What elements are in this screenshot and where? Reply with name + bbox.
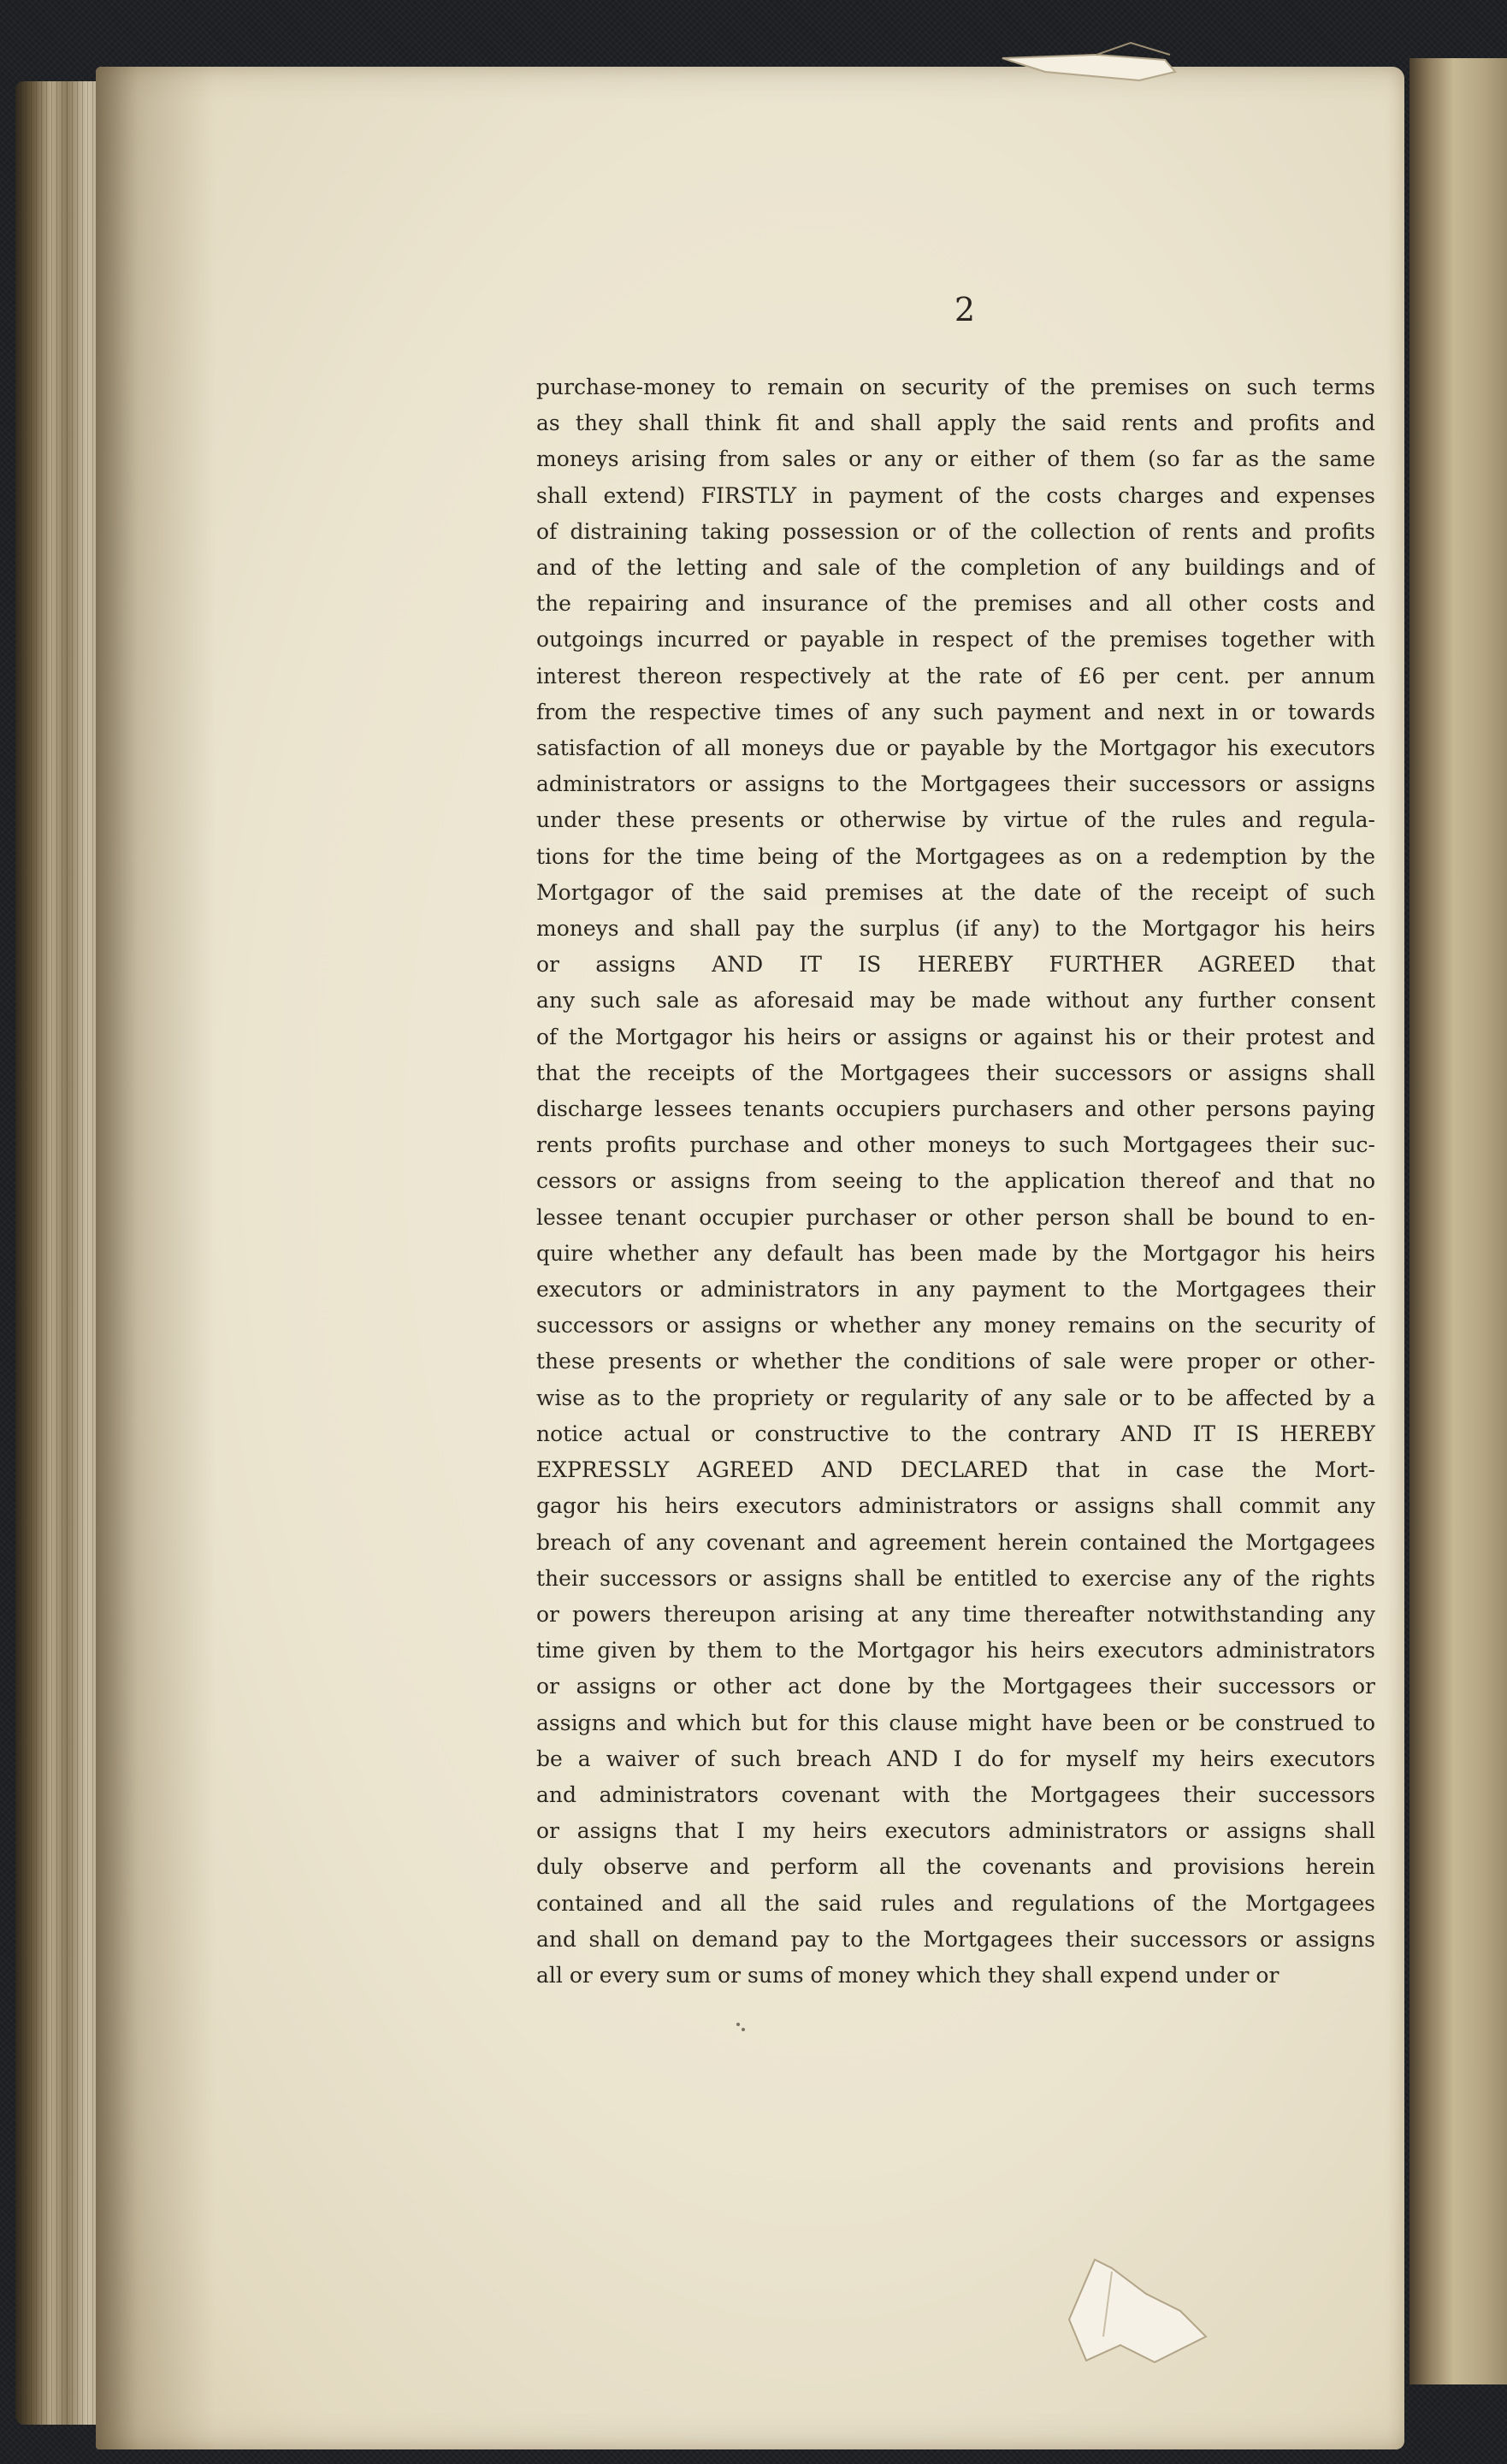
text-line: and of the letting and sale of the completion of any buildings and of	[536, 555, 1375, 581]
text-line: moneys arising from sales or any or either of them (so far as the same	[536, 446, 1375, 472]
text-line: gagor his heirs executors administrators or assigns shall commit any	[536, 1493, 1375, 1519]
text-line: EXPRESSLY AGREED AND DECLARED that in case the Mort-	[536, 1457, 1375, 1483]
text-line: lessee tenant occupier purchaser or other person shall be bound to en-	[536, 1204, 1375, 1230]
text-line: moneys and shall pay the surplus (if any) to the Mortgagor his heirs	[536, 916, 1375, 942]
text-line: executors or administrators in any payment to the Mortgagees their	[536, 1277, 1375, 1303]
torn-corner-top	[994, 17, 1182, 86]
text-line: their successors or assigns shall be entitled to exercise any of the rights	[536, 1565, 1375, 1591]
text-line: under these presents or otherwise by virtue of the rules and regula-	[536, 807, 1375, 833]
text-line: the repairing and insurance of the premises and all other costs and	[536, 591, 1375, 617]
gutter-shadow	[96, 67, 216, 2449]
text-line: time given by them to the Mortgagor his heirs executors administrators	[536, 1638, 1375, 1663]
text-line: as they shall think fit and shall apply the said rents and profits and	[536, 411, 1375, 436]
text-line: cessors or assigns from seeing to the application thereof and that no	[536, 1168, 1375, 1194]
text-line: or powers thereupon arising at any time thereafter notwithstanding any	[536, 1601, 1375, 1627]
torn-corner-bottom	[1026, 2242, 1214, 2371]
text-line: notice actual or constructive to the contrary AND IT IS HEREBY	[536, 1421, 1375, 1446]
text-line: wise as to the propriety or regularity of any sale or to be affected by a	[536, 1385, 1375, 1410]
text-line: these presents or whether the conditions of sale were proper or other-	[536, 1349, 1375, 1374]
text-line: contained and all the said rules and regulations of the Mortgagees	[536, 1890, 1375, 1916]
text-line: any such sale as aforesaid may be made without any further consent	[536, 988, 1375, 1013]
text-line: of the Mortgagor his heirs or assigns or against his or their protest and	[536, 1024, 1375, 1049]
text-line: be a waiver of such breach AND I do for myself my heirs executors	[536, 1746, 1375, 1771]
text-line: successors or assigns or whether any money remains on the security of	[536, 1313, 1375, 1338]
text-line: satisfaction of all moneys due or payable by the Mortgagor his executors	[536, 736, 1375, 761]
text-line: or assigns AND IT IS HEREBY FURTHER AGREED that	[536, 952, 1375, 978]
adjacent-page-edge	[1409, 58, 1507, 2384]
text-line: discharge lessees tenants occupiers purchasers and other persons paying	[536, 1096, 1375, 1122]
text-line: and administrators covenant with the Mortgagees their successors	[536, 1782, 1375, 1807]
text-line: interest thereon respectively at the rate of £6 per cent. per annum	[536, 663, 1375, 688]
text-line: that the receipts of the Mortgagees their successors or assigns shall	[536, 1060, 1375, 1085]
text-line: purchase-money to remain on security of the premises on such terms	[536, 375, 1375, 399]
text-line: all or every sum or sums of money which they shall expend under or	[536, 1962, 1279, 1988]
text-line: and shall on demand pay to the Mortgagees their successors or assigns	[536, 1926, 1375, 1952]
text-line: duly observe and perform all the covenants and provisions herein	[536, 1854, 1375, 1880]
page-number: 2	[954, 291, 976, 328]
ink-mark-icon	[735, 2020, 747, 2034]
text-line: or assigns that I my heirs executors administrators or assigns shall	[536, 1818, 1375, 1844]
text-line: from the respective times of any such payment and next in or towards	[536, 699, 1375, 724]
text-line: shall extend) FIRSTLY in payment of the costs charges and expenses	[536, 482, 1375, 508]
text-line: tions for the time being of the Mortgagees as on a redemption by the	[536, 843, 1375, 869]
text-line: rents profits purchase and other moneys to such Mortgagees their suc-	[536, 1132, 1375, 1158]
text-line: of distraining taking possession or of the collection of rents and profits	[536, 518, 1375, 544]
body-text	[536, 369, 1375, 1994]
text-line: or assigns or other act done by the Mortgagees their successors or	[536, 1674, 1375, 1699]
text-line: Mortgagor of the said premises at the date of the receipt of such	[536, 879, 1375, 905]
text-line: quire whether any default has been made by the Mortgagor his heirs	[536, 1240, 1375, 1266]
text-line: administrators or assigns to the Mortgagees their successors or assigns	[536, 771, 1375, 797]
text-line: outgoings incurred or payable in respect of the premises together with	[536, 627, 1375, 653]
text-line: assigns and which but for this clause might have been or be construed to	[536, 1710, 1375, 1735]
text-line: breach of any covenant and agreement herein contained the Mortgagees	[536, 1529, 1375, 1555]
